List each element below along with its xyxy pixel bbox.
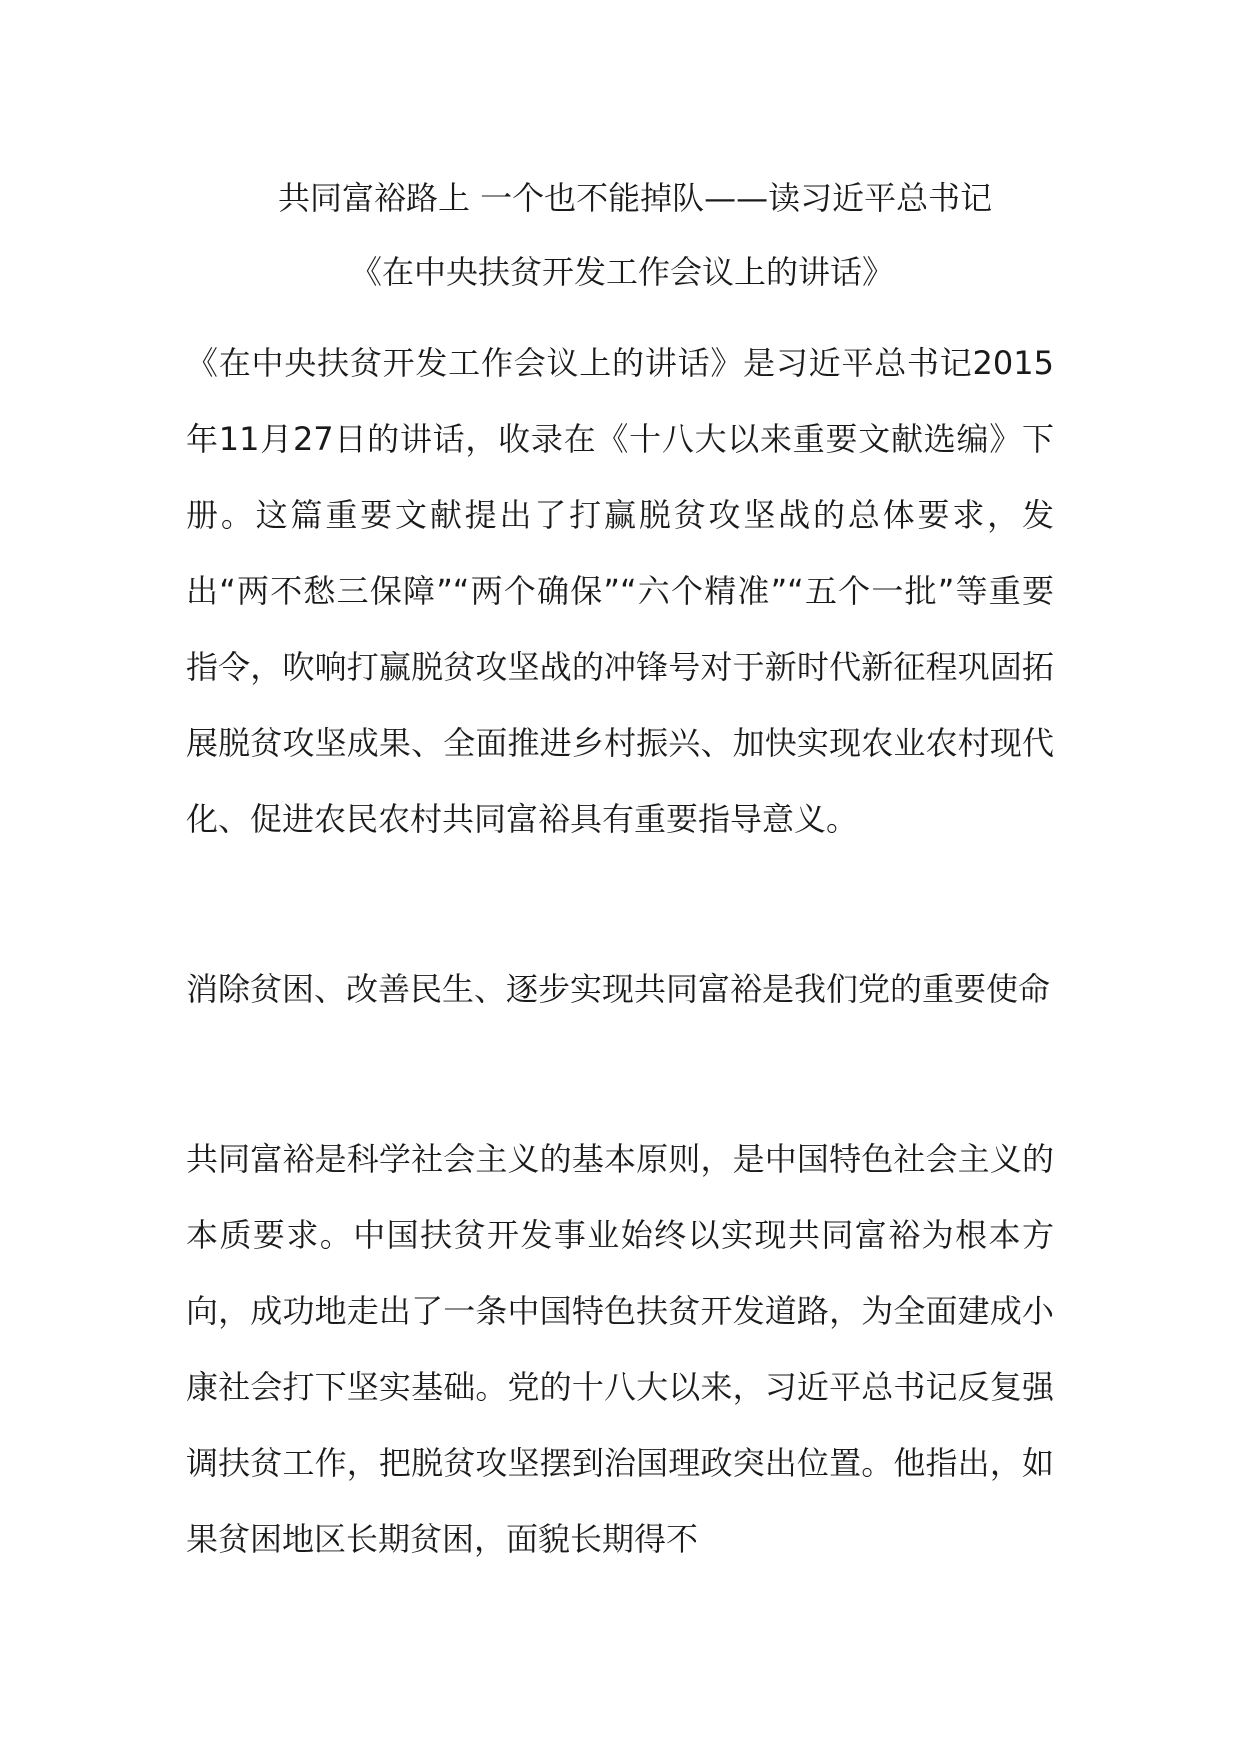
body-paragraph-common-prosperity: 共同富裕是科学社会主义的基本原则，是中国特色社会主义的本质要求。中国扶贫开发事业始终以实现共同富裕为根本方向，成功地走出了一条中国特色扶贫开发道路，为全面建成小康社会打下坚实基础。党的十八大以来，习近平总书记反复强调扶贫工作，把脱贫攻坚摆到治国理政突出位置。他指出，如果贫困地区长期贫困，面貌长期得不 [186, 1140, 1054, 1558]
document-title-line-2: 《在中央扶贫开发工作会议上的讲话》 [350, 253, 895, 291]
body-paragraph-intro: 《在中央扶贫开发工作会议上的讲话》是习近平总书记2015年11月27日的讲话，收录在《十八大以来重要文献选编》下册。这篇重要文献提出了打赢脱贫攻坚战的总体要求，发出“两不愁三保障”“两个确保”“六个精准”“五个一批”等重要指令，吹响打赢脱贫攻坚战的冲锋号对于新时代新征程巩固拓展脱贫攻坚成果、全面推进乡村振兴、加快实现农业农村现代化、促进农民农村共同富裕具有重要指导意义。 [186, 344, 1054, 838]
section-heading: 消除贫困、改善民生、逐步实现共同富裕是我们党的重要使命 [186, 970, 1051, 1008]
document-title-line-1: 共同富裕路上 一个也不能掉队——读习近平总书记 [278, 179, 993, 217]
